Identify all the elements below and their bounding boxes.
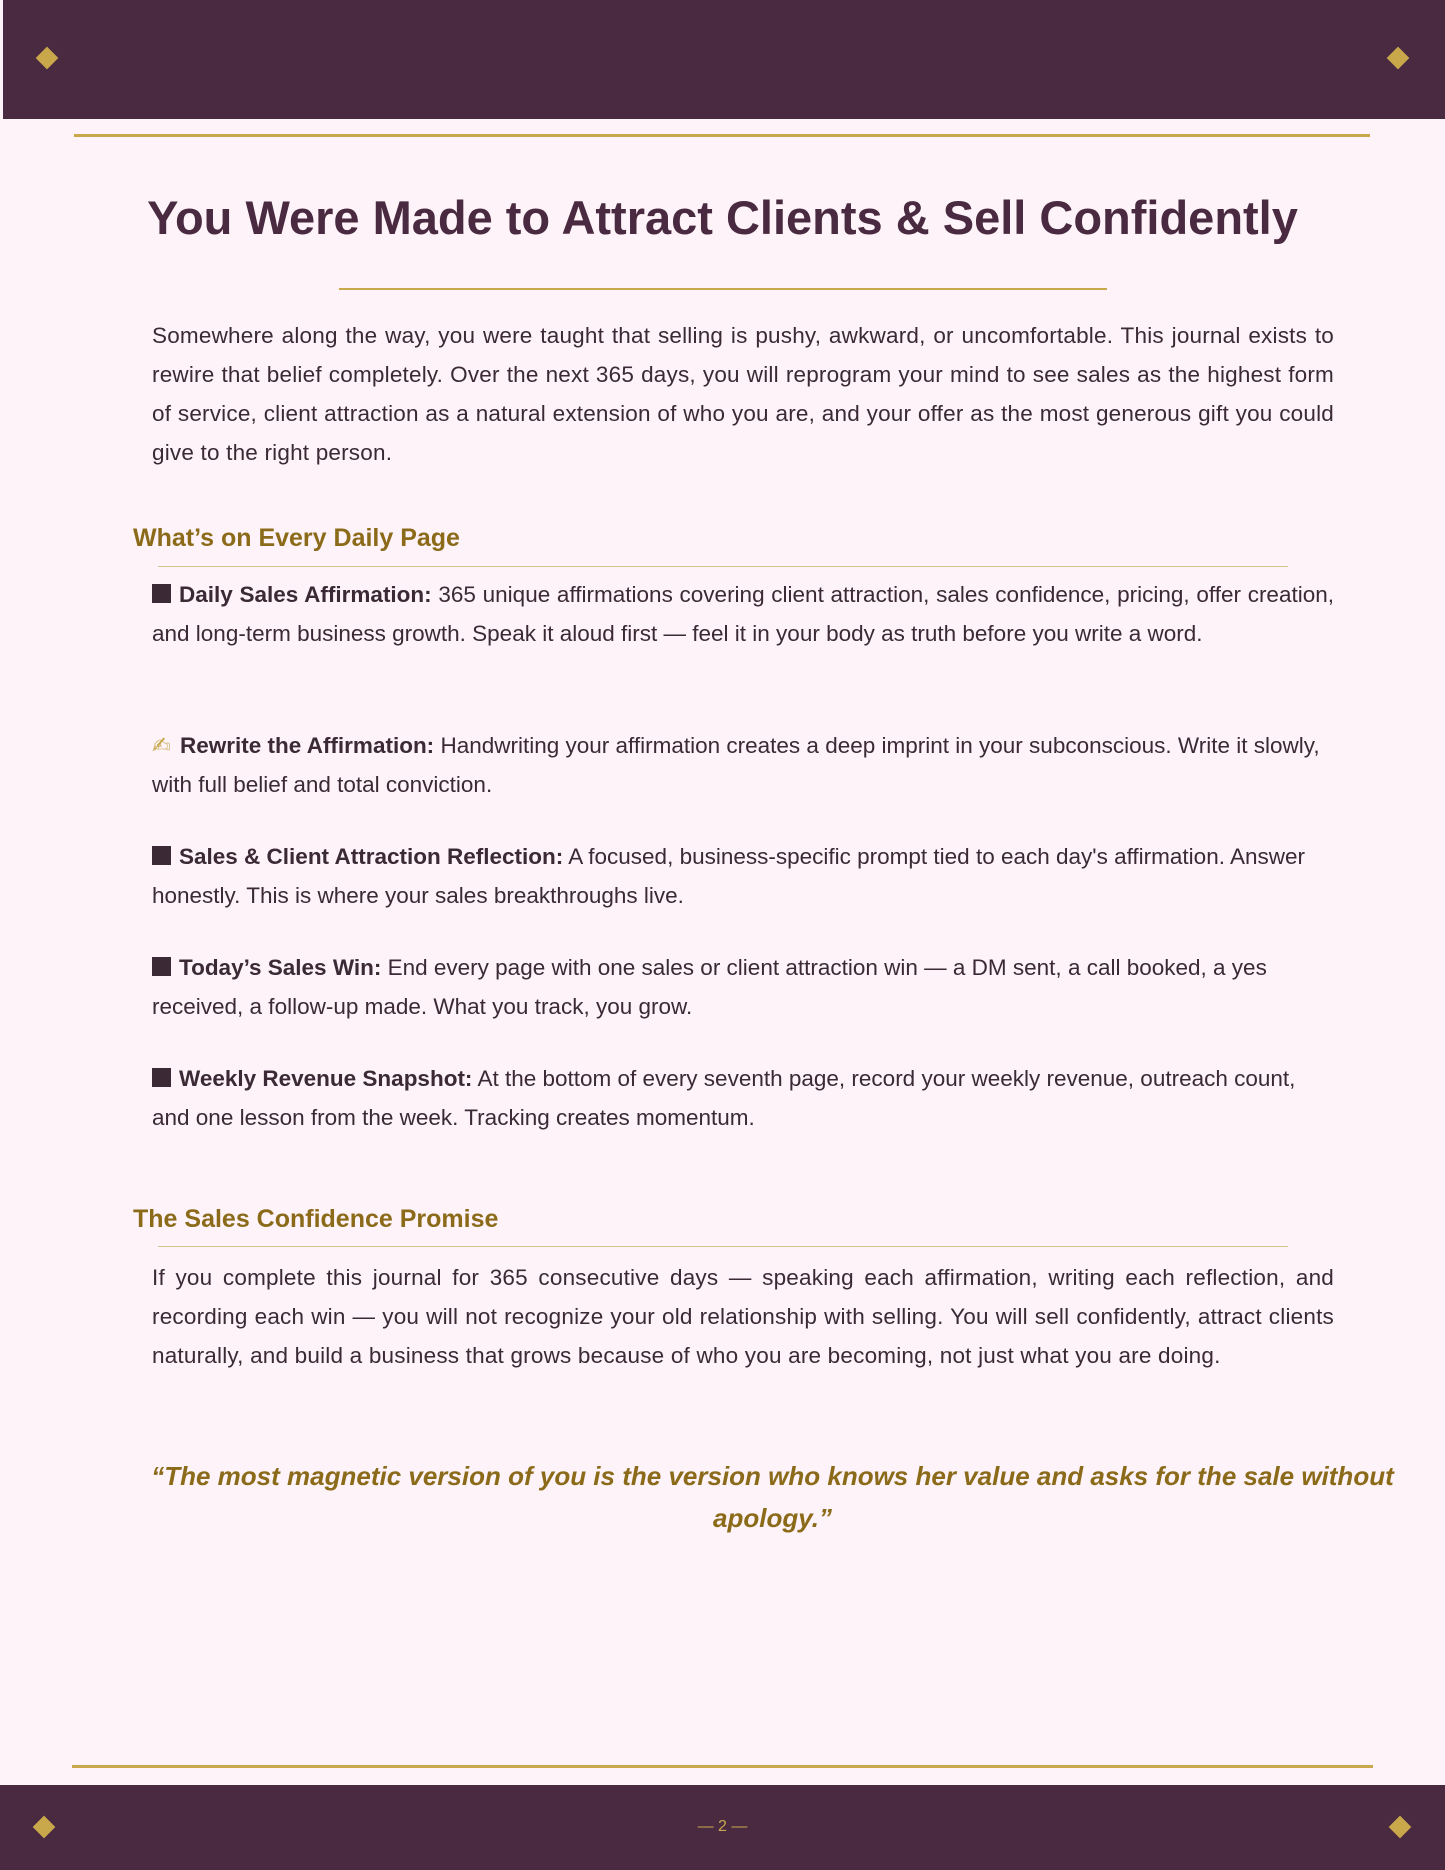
pencil-hand-icon: ✍ xyxy=(152,733,171,758)
list-item xyxy=(152,575,1334,653)
item-text: At the bottom of every seventh page, record your weekly revenue, outreach count, and one lesson from the week. Tracking creates momentum. xyxy=(152,1066,1296,1130)
list-item xyxy=(152,837,1334,915)
closing-quote: “The most magnetic version of you is the version who knows her value and asks for the sale without apology.” xyxy=(151,1461,1394,1533)
item-text: 365 unique affirmations covering client attraction, sales confidence, pricing, offer creation, and long-term business growth. Speak it aloud first — feel it in your body as truth before you write a word. xyxy=(152,582,1334,646)
page-title: You Were Made to Attract Clients & Sell Confidently xyxy=(147,191,1298,244)
intro-paragraph: Somewhere along the way, you were taught that selling is pushy, awkward, or uncomfortable. This journal exists to rewire that belief completely. Over the next 365 days, you will reprogram your mind to see sales as the highest form of service, client attraction as a natural extension of who you are, and your offer as the most generous gift you could give to the right person. xyxy=(152,323,1334,465)
list-item xyxy=(152,948,1334,1026)
item-label: Today’s Sales Win: xyxy=(179,955,382,980)
section-heading-daily: What’s on Every Daily Page xyxy=(133,524,460,552)
item-label: Rewrite the Affirmation: xyxy=(180,733,435,758)
header-band xyxy=(3,0,1445,119)
title-underline xyxy=(339,288,1107,290)
header-divider xyxy=(74,134,1370,137)
item-text: Handwriting your affirmation creates a deep imprint in your subconscious. Write it slowly, with full belief and total conviction. xyxy=(152,733,1320,797)
section-divider xyxy=(158,1246,1288,1247)
square-bullet-icon xyxy=(152,1068,171,1087)
item-text: A focused, business-specific prompt tied to each day's affirmation. Answer honestly. This is where your sales breakthroughs live. xyxy=(152,844,1305,908)
section-heading-promise: The Sales Confidence Promise xyxy=(133,1205,499,1233)
item-text: End every page with one sales or client attraction win — a DM sent, a call booked, a yes received, a follow-up made. What you track, you grow. xyxy=(152,955,1267,1019)
promise-paragraph: If you complete this journal for 365 consecutive days — speaking each affirmation, writing each reflection, and recording each win — you will not recognize your old relationship with selling. You will sell confidently, attract clients naturally, and build a business that grows because of who you are becoming, not just what you are doing. xyxy=(152,1265,1334,1368)
square-bullet-icon xyxy=(152,846,171,865)
item-label: Daily Sales Affirmation: xyxy=(179,582,432,607)
square-bullet-icon xyxy=(152,957,171,976)
item-label: Weekly Revenue Snapshot: xyxy=(179,1066,473,1091)
footer-divider xyxy=(72,1765,1373,1768)
list-item xyxy=(152,726,1334,804)
section-divider xyxy=(158,566,1288,567)
square-bullet-icon xyxy=(152,584,171,603)
page-number: — 2 — xyxy=(697,1818,748,1835)
item-label: Sales & Client Attraction Reflection: xyxy=(179,844,564,869)
list-item xyxy=(152,1059,1334,1137)
